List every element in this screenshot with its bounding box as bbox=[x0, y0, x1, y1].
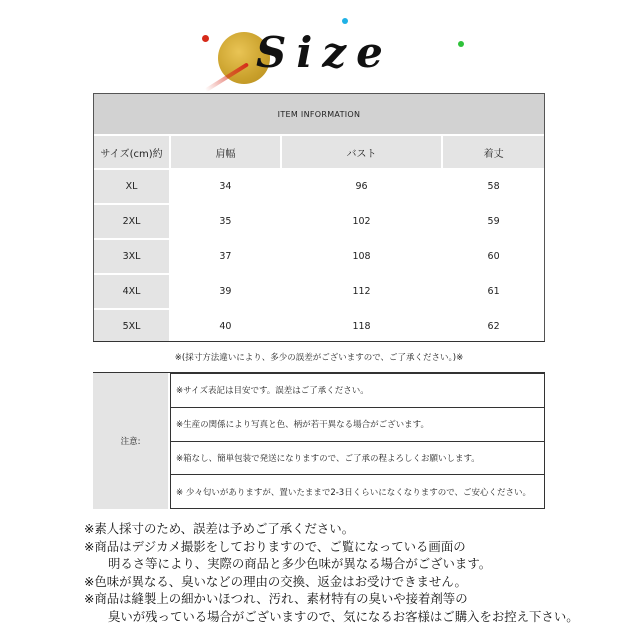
bust-cell: 96 bbox=[282, 170, 443, 205]
caution-section bbox=[93, 373, 545, 509]
bust-cell: 102 bbox=[282, 205, 443, 240]
header-size: サイズ(cm)約 bbox=[94, 136, 171, 170]
caution-list bbox=[170, 373, 545, 509]
caution-item: ※箱なし、簡単包装で発送になりますので、ご了承の程よろしくお願いします。 bbox=[170, 442, 545, 476]
note-line: ※素人採寸のため、誤差は予めご了承ください。 bbox=[84, 521, 355, 536]
note-line: 明るさ等により、実際の商品と多少色味が異なる場合がございます。 bbox=[108, 556, 492, 572]
size-cell: 3XL bbox=[94, 240, 171, 275]
caution-item: ※生産の関係により写真と色、柄が若干異なる場合がございます。 bbox=[170, 408, 545, 442]
caution-label: 注意: bbox=[93, 373, 170, 509]
length-cell: 60 bbox=[443, 240, 544, 275]
table-row bbox=[94, 310, 544, 343]
caution-item: ※ 少々匂いがありますが、置いたままで2-3日くらいになくなりますので、ご安心ください。 bbox=[170, 475, 545, 509]
header-length: 着丈 bbox=[443, 136, 544, 170]
disclaimer-notes bbox=[84, 520, 624, 626]
header-shoulder: 肩幅 bbox=[171, 136, 282, 170]
length-cell: 61 bbox=[443, 275, 544, 310]
measurement-error-note: ※(採寸方法違いにより、多少の誤差がございますので、ご了承ください。)※ bbox=[93, 341, 545, 373]
header-bust: バスト bbox=[282, 136, 443, 170]
note-line: ※商品はデジカメ撮影をしておりますので、ご覧になっている画面の bbox=[84, 538, 466, 554]
table-row bbox=[94, 170, 544, 205]
length-cell: 62 bbox=[443, 310, 544, 343]
bust-cell: 118 bbox=[282, 310, 443, 343]
size-cell: XL bbox=[94, 170, 171, 205]
bust-cell: 112 bbox=[282, 275, 443, 310]
shoulder-cell: 37 bbox=[171, 240, 282, 275]
size-title-banner bbox=[190, 12, 480, 92]
table-row bbox=[94, 240, 544, 275]
length-cell: 59 bbox=[443, 205, 544, 240]
size-cell: 4XL bbox=[94, 275, 171, 310]
note-line: 臭いが残っている場合がございますので、気になるお客様はご購入をお控え下さい。 bbox=[108, 608, 579, 624]
shoulder-cell: 35 bbox=[171, 205, 282, 240]
length-cell: 58 bbox=[443, 170, 544, 205]
note-line: ※商品は縫製上の細かいほつれ、汚れ、素材特有の臭いや接着剤等の bbox=[84, 591, 468, 607]
cyan-dot-icon bbox=[342, 18, 348, 24]
table-row bbox=[94, 205, 544, 240]
bust-cell: 108 bbox=[282, 240, 443, 275]
red-dot-icon bbox=[202, 35, 209, 42]
note-line: ※色味が異なる、臭いなどの理由の交換、返金はお受けできません。 bbox=[84, 573, 467, 589]
size-title: Size bbox=[256, 28, 393, 77]
size-table bbox=[93, 93, 545, 344]
green-dot-icon bbox=[458, 41, 464, 47]
caution-item: ※サイズ表記は目安です。誤差はご了承ください。 bbox=[170, 373, 545, 408]
table-row bbox=[94, 275, 544, 310]
shoulder-cell: 34 bbox=[171, 170, 282, 205]
size-cell: 2XL bbox=[94, 205, 171, 240]
item-information-header: ITEM INFORMATION bbox=[94, 94, 544, 136]
shoulder-cell: 40 bbox=[171, 310, 282, 343]
table-header-row bbox=[94, 136, 544, 170]
shoulder-cell: 39 bbox=[171, 275, 282, 310]
size-cell: 5XL bbox=[94, 310, 171, 343]
